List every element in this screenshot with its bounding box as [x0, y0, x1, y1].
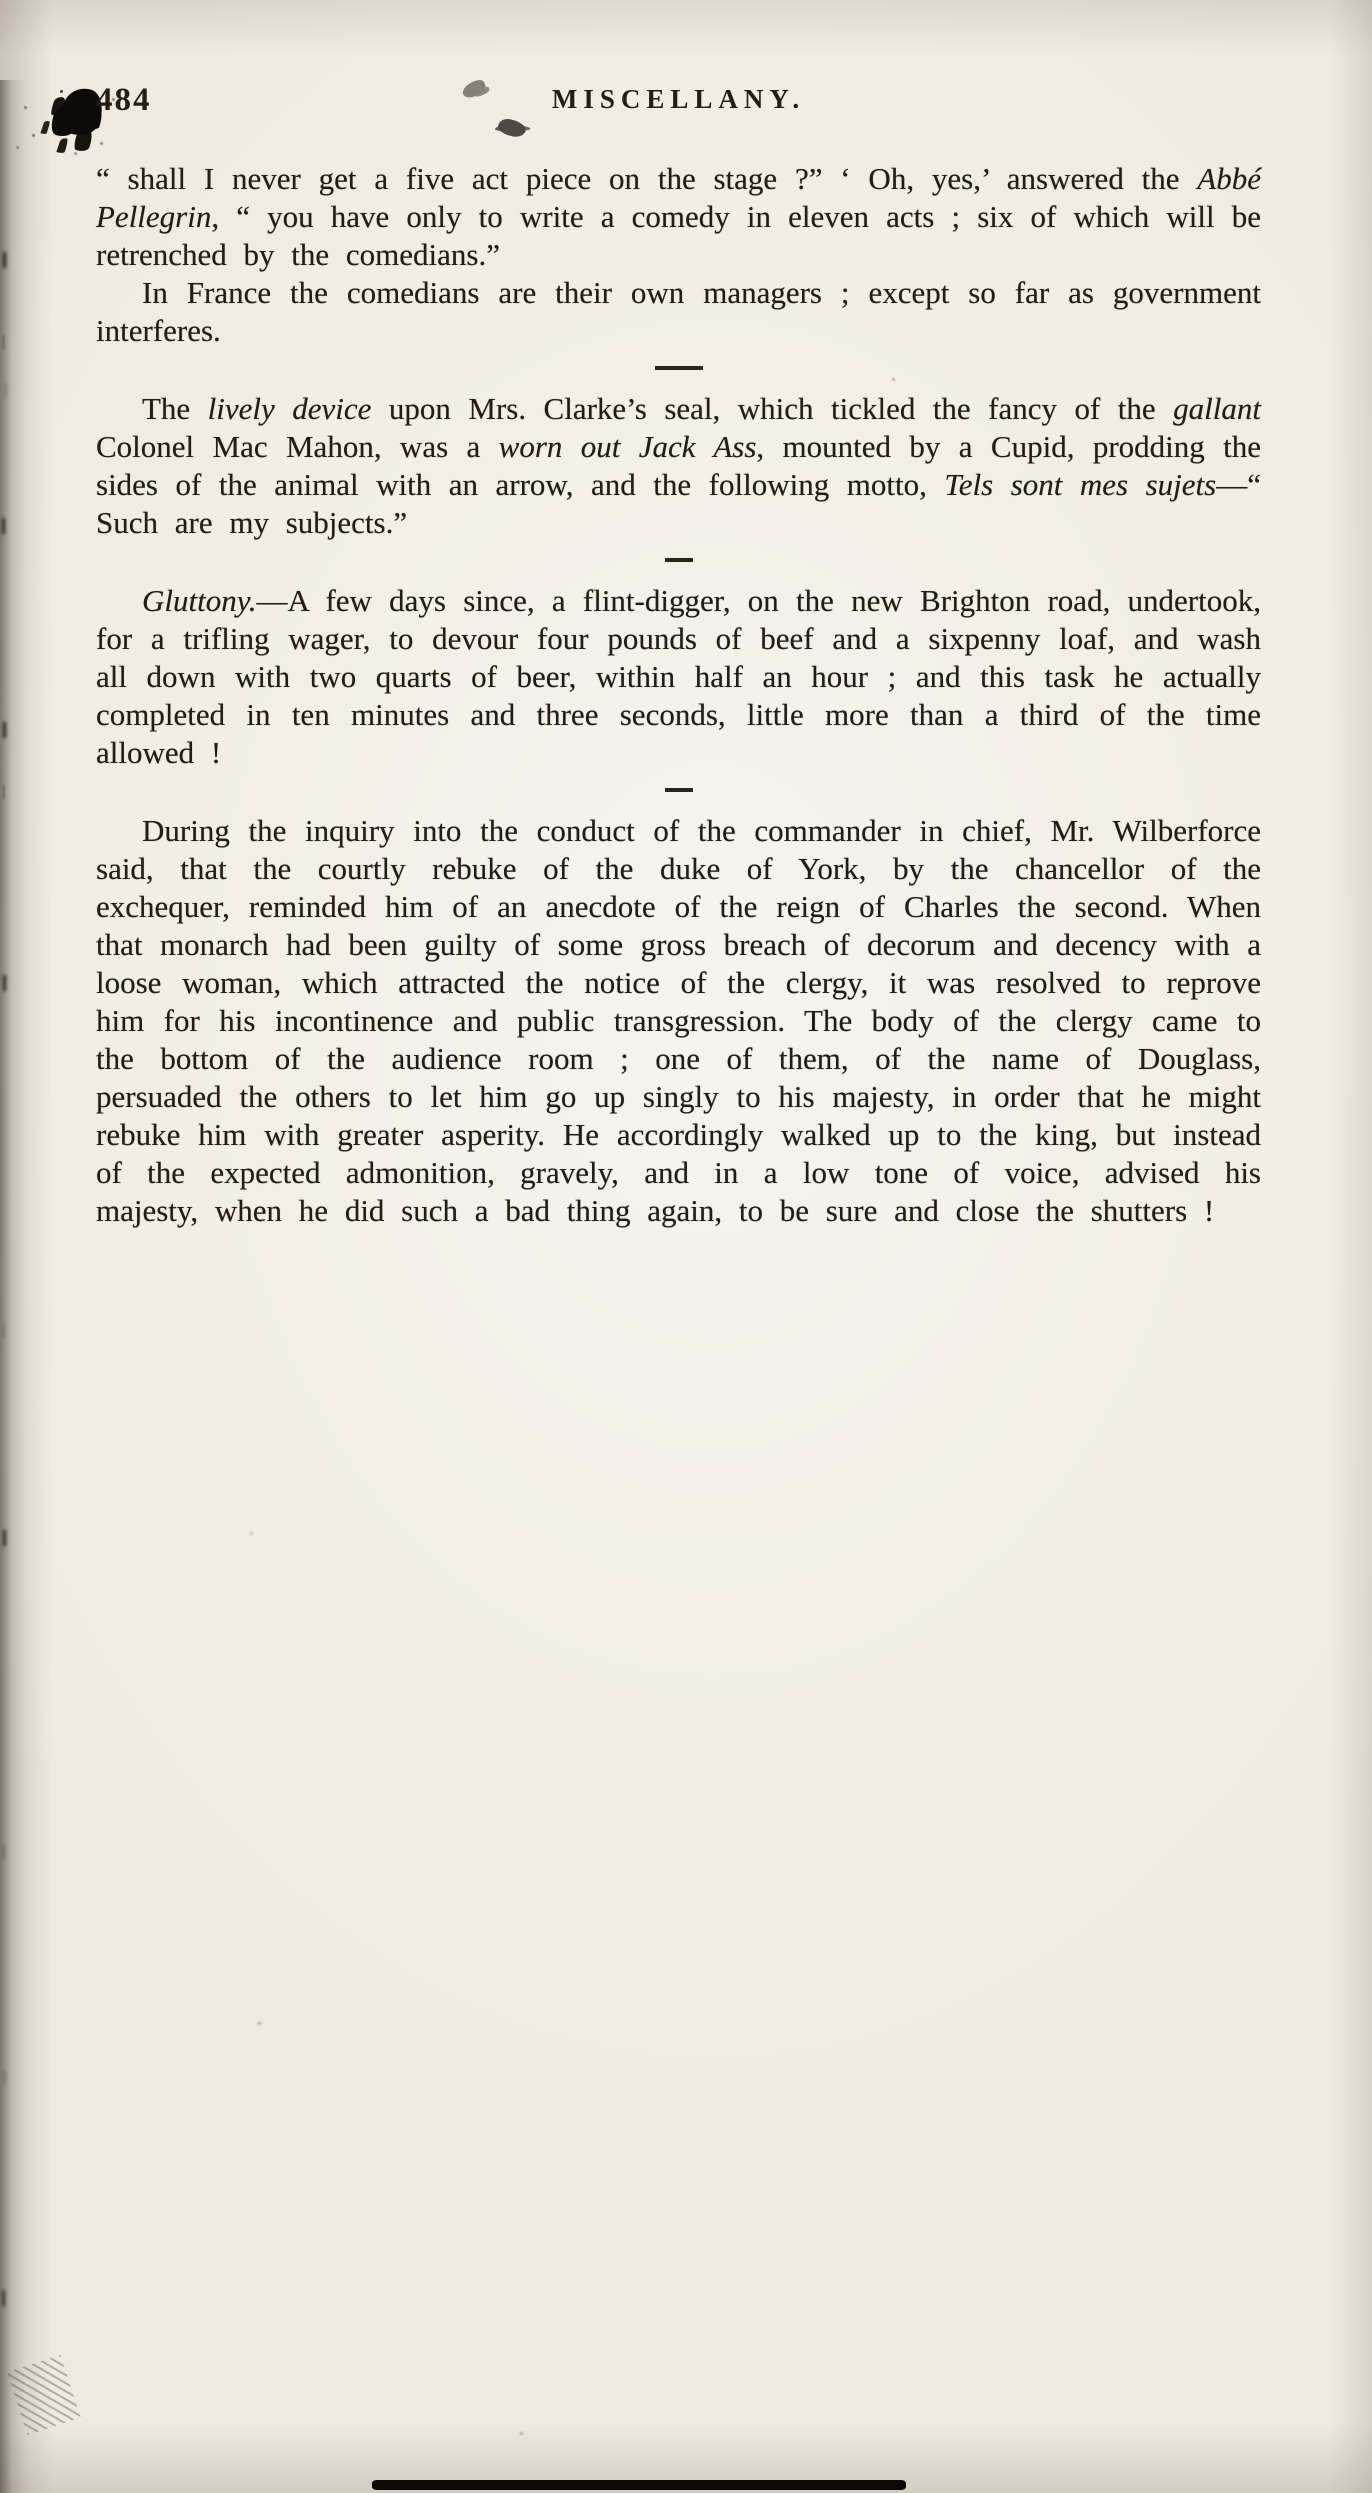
running-header: MISCELLANY. [551, 84, 806, 114]
paragraph [96, 812, 1261, 1230]
section-divider [655, 366, 703, 370]
italic-text-segment: Abbé Pellegrin [96, 161, 1261, 234]
text-segment: The [142, 391, 208, 426]
text-segment: During the inquiry into the conduct of the commander in chief, Mr. Wilberforce said, that the courtly rebuke of the duke of York, by the chancellor of the exchequer, reminded him of an anecdote of the reign of Charles the second. When that monarch had been guilty of some gross breach of decorum and decency with a loose woman, which attracted the notice of the clergy, it was resolved to reprove him for his incontinence and public transgression. The body of the clergy came to the bottom of the audience room ; one of them, of the name of Douglass, persuaded the others to let him go up singly to his majesty, in order that he might rebuke him with greater asperity. He accordingly walked up to the king, but instead of the expected admonition, gravely, and in a low tone of voice, advised his majesty, when he did such a bad thing again, to be sure and close the shutters ! [96, 813, 1261, 1228]
italic-text-segment: gallant [1173, 391, 1261, 426]
text-segment: , “ you have only to write a comedy in eleven acts ; six of which will be retrenched by the comedians.” [96, 199, 1261, 272]
italic-text-segment: Gluttony. [142, 583, 257, 618]
text-segment: , mounted by a Cupid, prodding the sides of the animal with an arrow, and the following motto, [96, 429, 1262, 502]
text-segment: —A few days since, a flint-digger, on the new Brighton road, undertook, for a trifling wager, to devour four pounds of beef and a sixpenny loaf, and wash all down with two quarts of beer, within half an hour ; and this task he actually completed in ten minutes and three seconds, little more than a third of the time allowed ! [96, 583, 1261, 770]
bottom-left-smudge [7, 2355, 81, 2435]
bottom-scan-bar [372, 2480, 906, 2490]
text-segment: —“ Such are my subjects.” [96, 467, 1261, 540]
paragraph [96, 582, 1261, 772]
italic-text-segment: worn out Jack Ass [498, 429, 757, 464]
paragraph [96, 274, 1261, 350]
binding-shadow [0, 80, 26, 2493]
section-divider [665, 788, 693, 792]
page-number: 484 [96, 82, 152, 118]
paragraph [96, 390, 1261, 542]
section-divider [665, 558, 693, 562]
text-segment: In France the comedians are their own managers ; except so far as government interferes. [96, 275, 1261, 348]
italic-text-segment: Tels sont mes sujets [944, 467, 1217, 502]
text-segment: “ shall I never get a five act piece on the stage ?” ‘ Oh, yes,’ answered the [96, 161, 1198, 196]
page-content [96, 160, 1261, 1230]
text-segment: upon Mrs. Clarke’s seal, which tickled the fancy of the [371, 391, 1174, 426]
paragraph [96, 160, 1261, 274]
text-segment: Colonel Mac Mahon, was a [96, 429, 499, 464]
page-header [0, 80, 1372, 128]
italic-text-segment: lively device [207, 391, 372, 426]
